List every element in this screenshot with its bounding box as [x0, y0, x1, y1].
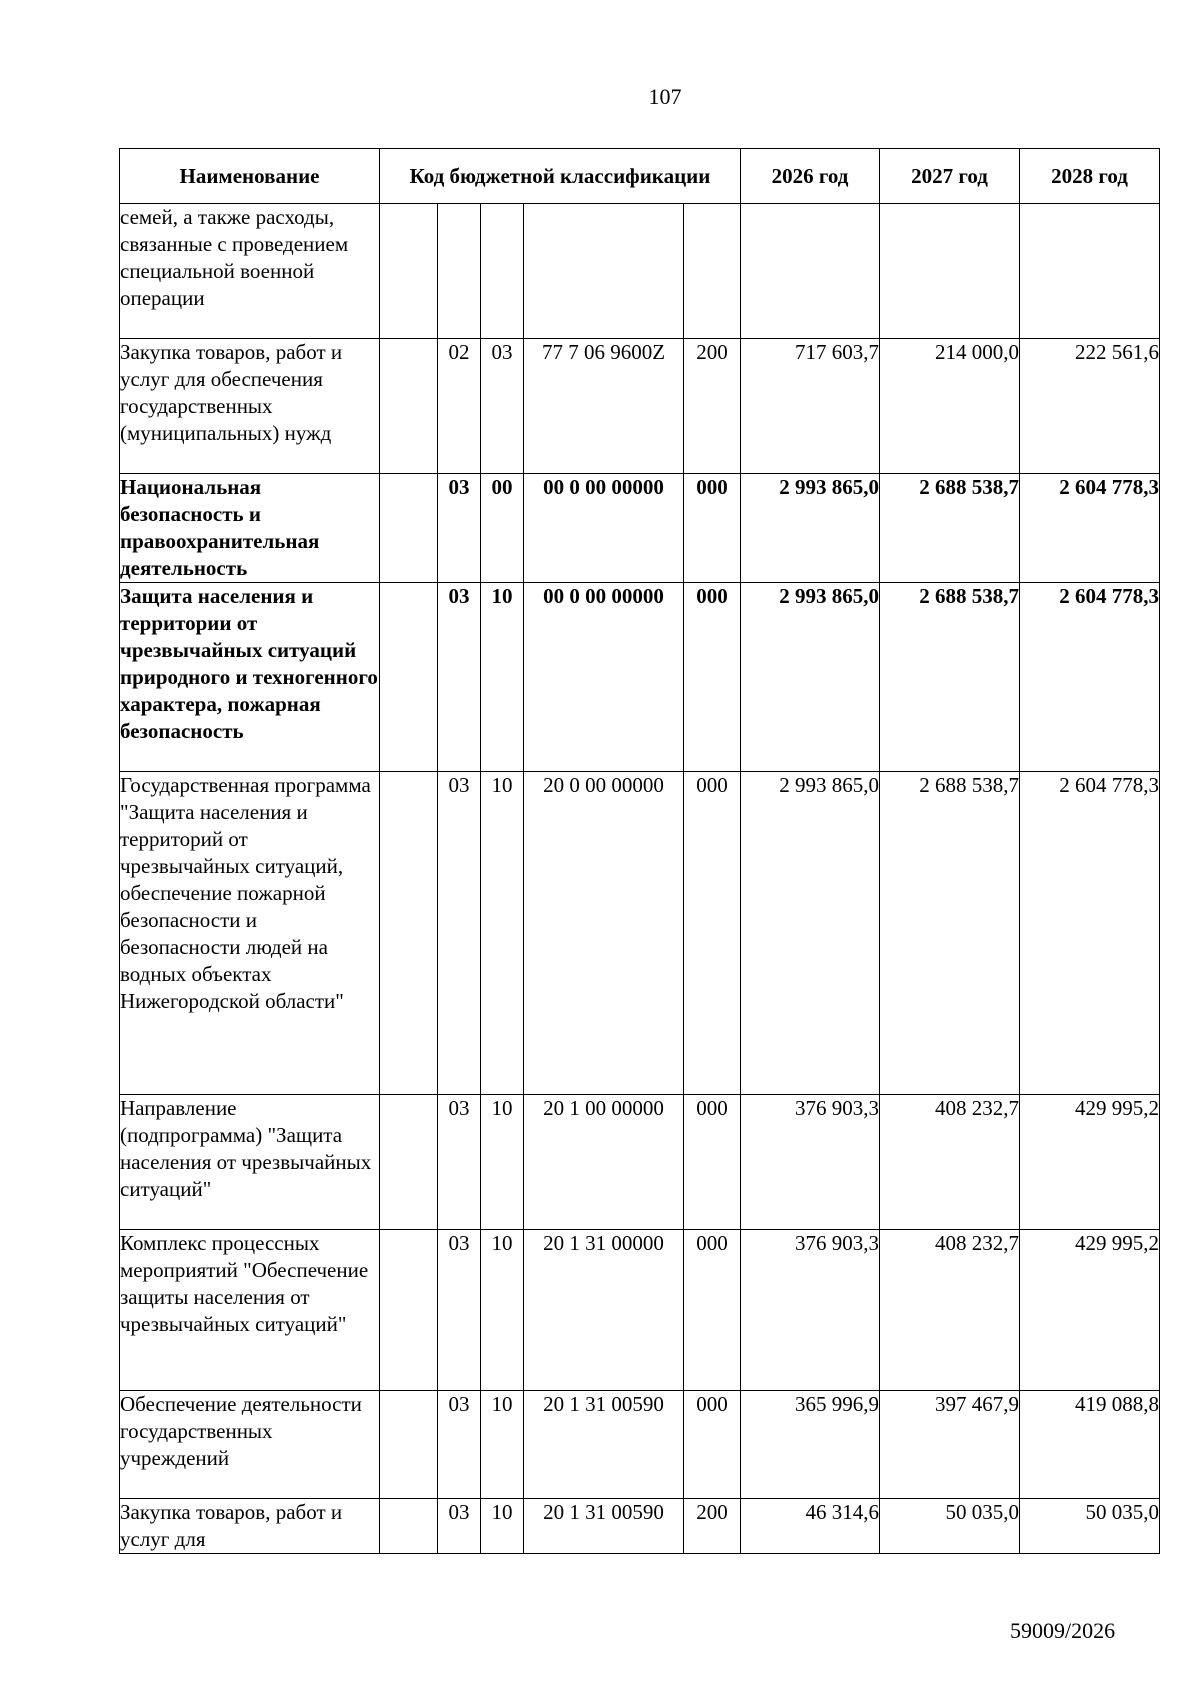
code-expense-type: 000: [684, 1391, 741, 1499]
value-2026: 2 993 865,0: [741, 474, 880, 583]
budget-table: [119, 148, 1160, 1554]
value-2028: 2 604 778,3: [1020, 474, 1160, 583]
header-2028: 2028 год: [1020, 149, 1160, 204]
code-target-article: 20 1 31 00590: [524, 1391, 684, 1499]
code-subsection: 10: [481, 583, 524, 772]
value-2027: 2 688 538,7: [880, 772, 1020, 1095]
code-part-1: [380, 339, 438, 474]
code-target-article: 77 7 06 9600Z: [524, 339, 684, 474]
row-name: Обеспечение деятельности государственных учреждений: [120, 1391, 380, 1499]
table-row: [120, 1095, 1160, 1230]
code-expense-type: 000: [684, 583, 741, 772]
table-row: [120, 583, 1160, 772]
code-expense-type: 200: [684, 1499, 741, 1554]
row-name: Закупка товаров, работ и услуг для обеспечения государственных (муниципальных) нужд: [120, 339, 380, 474]
code-subsection: 00: [481, 474, 524, 583]
code-section: 02: [438, 339, 481, 474]
header-row: [120, 149, 1160, 204]
row-name: Национальная безопасность и правоохранительная деятельность: [120, 474, 380, 583]
table-row: [120, 1391, 1160, 1499]
code-expense-type: 000: [684, 772, 741, 1095]
value-2026: 2 993 865,0: [741, 772, 880, 1095]
code-subsection: 10: [481, 772, 524, 1095]
code-part-1: [380, 474, 438, 583]
value-2027: 2 688 538,7: [880, 583, 1020, 772]
row-name: Закупка товаров, работ и услуг для: [120, 1499, 380, 1554]
value-2028: 222 561,6: [1020, 339, 1160, 474]
code-subsection: 10: [481, 1095, 524, 1230]
code-target-article: [524, 204, 684, 339]
header-2027: 2027 год: [880, 149, 1020, 204]
code-target-article: 20 0 00 00000: [524, 772, 684, 1095]
document-code: 59009/2026: [1010, 1618, 1116, 1643]
code-part-1: [380, 1095, 438, 1230]
row-name: Государственная программа "Защита населения и территорий от чрезвычайных ситуаций, обеспечение пожарной безопасности и безопасности людей на водных объектах Нижегородской области": [120, 772, 380, 1095]
value-2028: [1020, 204, 1160, 339]
code-section: [438, 204, 481, 339]
code-section: 03: [438, 583, 481, 772]
code-subsection: 03: [481, 339, 524, 474]
value-2026: 2 993 865,0: [741, 583, 880, 772]
code-part-1: [380, 1230, 438, 1391]
value-2027: 50 035,0: [880, 1499, 1020, 1554]
table-row: [120, 772, 1160, 1095]
table-body: [120, 204, 1160, 1554]
code-section: 03: [438, 1230, 481, 1391]
code-target-article: 00 0 00 00000: [524, 474, 684, 583]
value-2028: 429 995,2: [1020, 1230, 1160, 1391]
table-row: [120, 1499, 1160, 1554]
code-target-article: 20 1 00 00000: [524, 1095, 684, 1230]
code-section: 03: [438, 1499, 481, 1554]
header-2026: 2026 год: [741, 149, 880, 204]
code-target-article: 20 1 31 00590: [524, 1499, 684, 1554]
code-section: 03: [438, 474, 481, 583]
code-subsection: [481, 204, 524, 339]
code-target-article: 00 0 00 00000: [524, 583, 684, 772]
table-row: [120, 204, 1160, 339]
row-name: Комплекс процессных мероприятий "Обеспечение защиты населения от чрезвычайных ситуаций": [120, 1230, 380, 1391]
table-row: [120, 1230, 1160, 1391]
header-code: Код бюджетной классификации: [380, 149, 741, 204]
code-section: 03: [438, 1095, 481, 1230]
code-expense-type: 000: [684, 474, 741, 583]
page-number: 107: [648, 84, 682, 109]
value-2026: 376 903,3: [741, 1095, 880, 1230]
code-part-1: [380, 1499, 438, 1554]
header-name: Наименование: [120, 149, 380, 204]
code-subsection: 10: [481, 1499, 524, 1554]
code-expense-type: 200: [684, 339, 741, 474]
code-subsection: 10: [481, 1391, 524, 1499]
value-2026: 376 903,3: [741, 1230, 880, 1391]
code-section: 03: [438, 1391, 481, 1499]
value-2027: 397 467,9: [880, 1391, 1020, 1499]
code-section: 03: [438, 772, 481, 1095]
value-2028: 419 088,8: [1020, 1391, 1160, 1499]
code-target-article: 20 1 31 00000: [524, 1230, 684, 1391]
value-2027: 2 688 538,7: [880, 474, 1020, 583]
value-2026: 717 603,7: [741, 339, 880, 474]
code-expense-type: 000: [684, 1230, 741, 1391]
value-2028: 2 604 778,3: [1020, 772, 1160, 1095]
value-2028: 429 995,2: [1020, 1095, 1160, 1230]
table-row: [120, 474, 1160, 583]
value-2026: 365 996,9: [741, 1391, 880, 1499]
code-part-1: [380, 1391, 438, 1499]
row-name: семей, а также расходы, связанные с проведением специальной военной операции: [120, 204, 380, 339]
value-2026: [741, 204, 880, 339]
value-2026: 46 314,6: [741, 1499, 880, 1554]
value-2027: [880, 204, 1020, 339]
code-subsection: 10: [481, 1230, 524, 1391]
code-expense-type: 000: [684, 1095, 741, 1230]
value-2027: 214 000,0: [880, 339, 1020, 474]
value-2028: 50 035,0: [1020, 1499, 1160, 1554]
row-name: Направление (подпрограмма) "Защита населения от чрезвычайных ситуаций": [120, 1095, 380, 1230]
table-row: [120, 339, 1160, 474]
code-part-1: [380, 204, 438, 339]
code-part-1: [380, 772, 438, 1095]
value-2027: 408 232,7: [880, 1230, 1020, 1391]
code-part-1: [380, 583, 438, 772]
value-2028: 2 604 778,3: [1020, 583, 1160, 772]
value-2027: 408 232,7: [880, 1095, 1020, 1230]
row-name: Защита населения и территории от чрезвычайных ситуаций природного и техногенного характера, пожарная безопасность: [120, 583, 380, 772]
code-expense-type: [684, 204, 741, 339]
